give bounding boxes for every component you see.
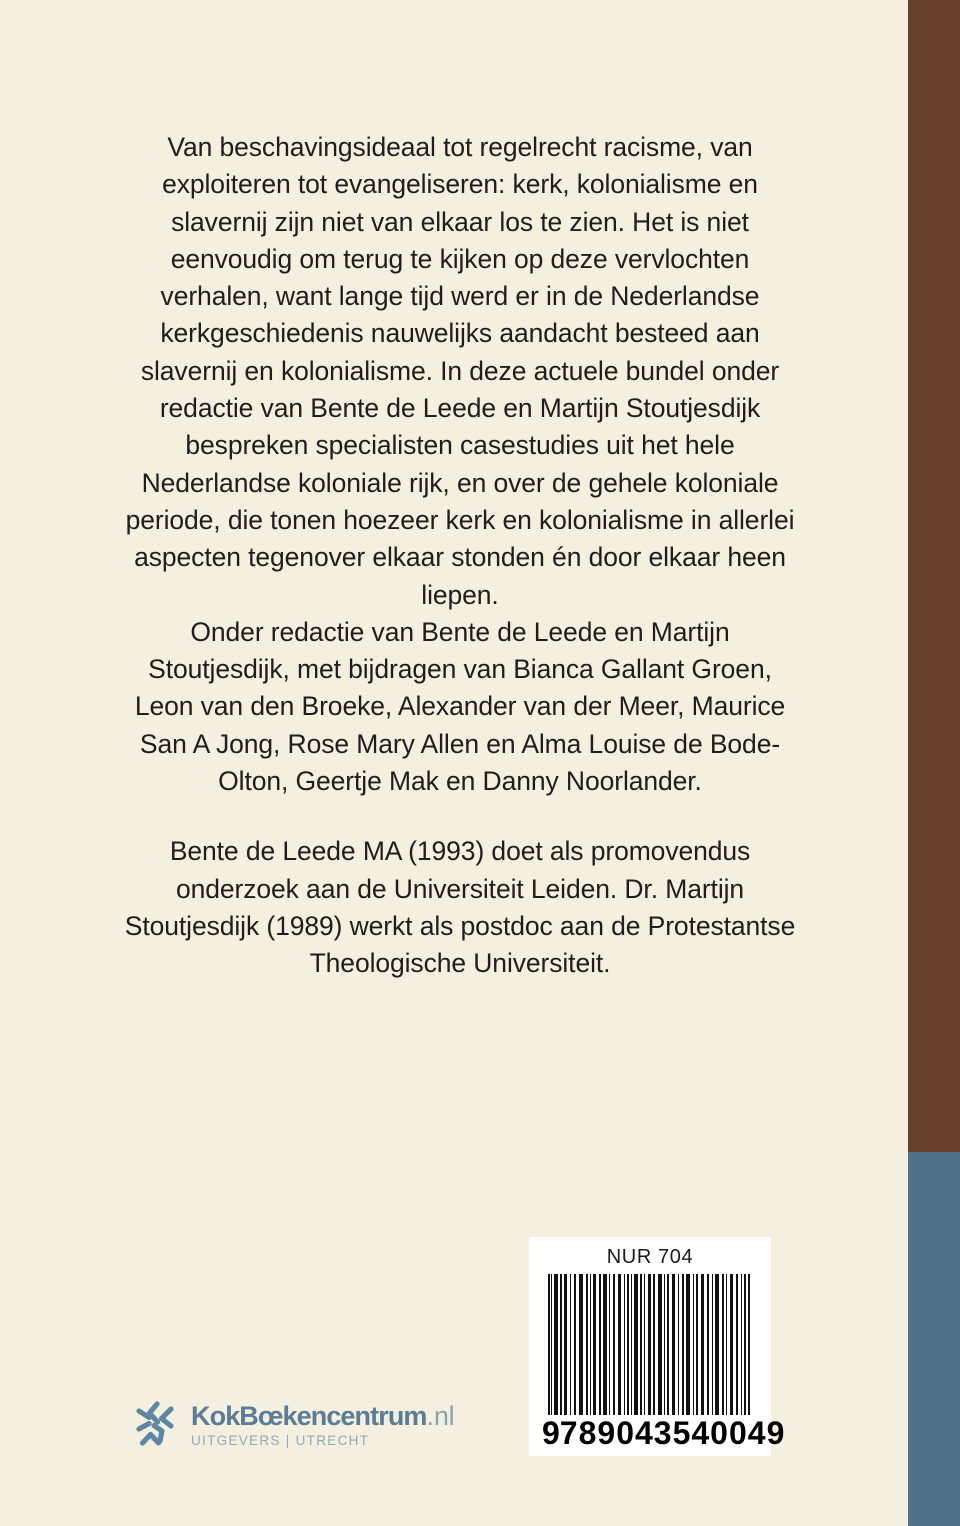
publisher-wordmark-tld: .nl [426,1400,455,1431]
publisher-wordmark [191,1402,454,1431]
spine-color-bands [908,0,960,1526]
blurb-paragraph-2: Onder redactie van Bente de Leede en Martijn Stoutjesdijk, met bijdragen van Bianca Gallant Groen, Leon van den Broeke, Alexander van der Meer, Maurice San A Jong, Rose Mary Allen en Alma Louise de Bode-Olton, Geertje Mak en Danny Noorlander. [134,616,786,797]
spine-band-blue [908,1152,960,1526]
publisher-logo [133,1398,454,1452]
isbn-group-1: 9 [542,1415,560,1451]
kokboekencentrum-mark-icon [133,1398,179,1452]
publisher-subtitle: UITGEVERS | UTRECHT [191,1432,370,1448]
publisher-logo-text [191,1402,454,1449]
blurb-paragraph-1: Van beschavingsideaal tot regelrecht racisme, van exploiteren tot evangeliseren: kerk, kolonialisme en slavernij zijn niet van elkaar los te zien. Het is niet eenvoudig om terug te kijken op deze vervlochten verhalen, want lange tijd werd er in de Nederlandse kerkgeschiedenis nauwelijks aandacht besteed aan slavernij en kolonialisme. In deze actuele bundel onder redactie van Bente de Leede en Martijn Stoutjesdijk bespreken specialisten casestudies uit het hele Nederlandse koloniale rijk, en over de gehele koloniale periode, die tonen hoezeer kerk en kolonialisme in allerlei aspecten tegenover elkaar stonden én door elkaar heen liepen. [125,132,795,610]
spine-band-brown [908,0,960,1152]
isbn-group-3: 540049 [672,1415,786,1451]
publisher-wordmark-main: KokBœkencentrum [191,1400,427,1431]
isbn-group-2: 789043 [559,1415,673,1451]
barcode-bars-icon [548,1274,752,1415]
nur-code-label: NUR 704 [606,1246,694,1268]
back-cover-blurb [118,129,802,983]
isbn-digits [542,1415,786,1451]
barcode-block [529,1237,786,1456]
blurb-paragraph-3: Bente de Leede MA (1993) doet als promovendus onderzoek aan de Universiteit Leiden. Dr. Martijn Stoutjesdijk (1989) werkt als postdoc aan de Protestantse Theologische Universiteit. [124,836,796,979]
